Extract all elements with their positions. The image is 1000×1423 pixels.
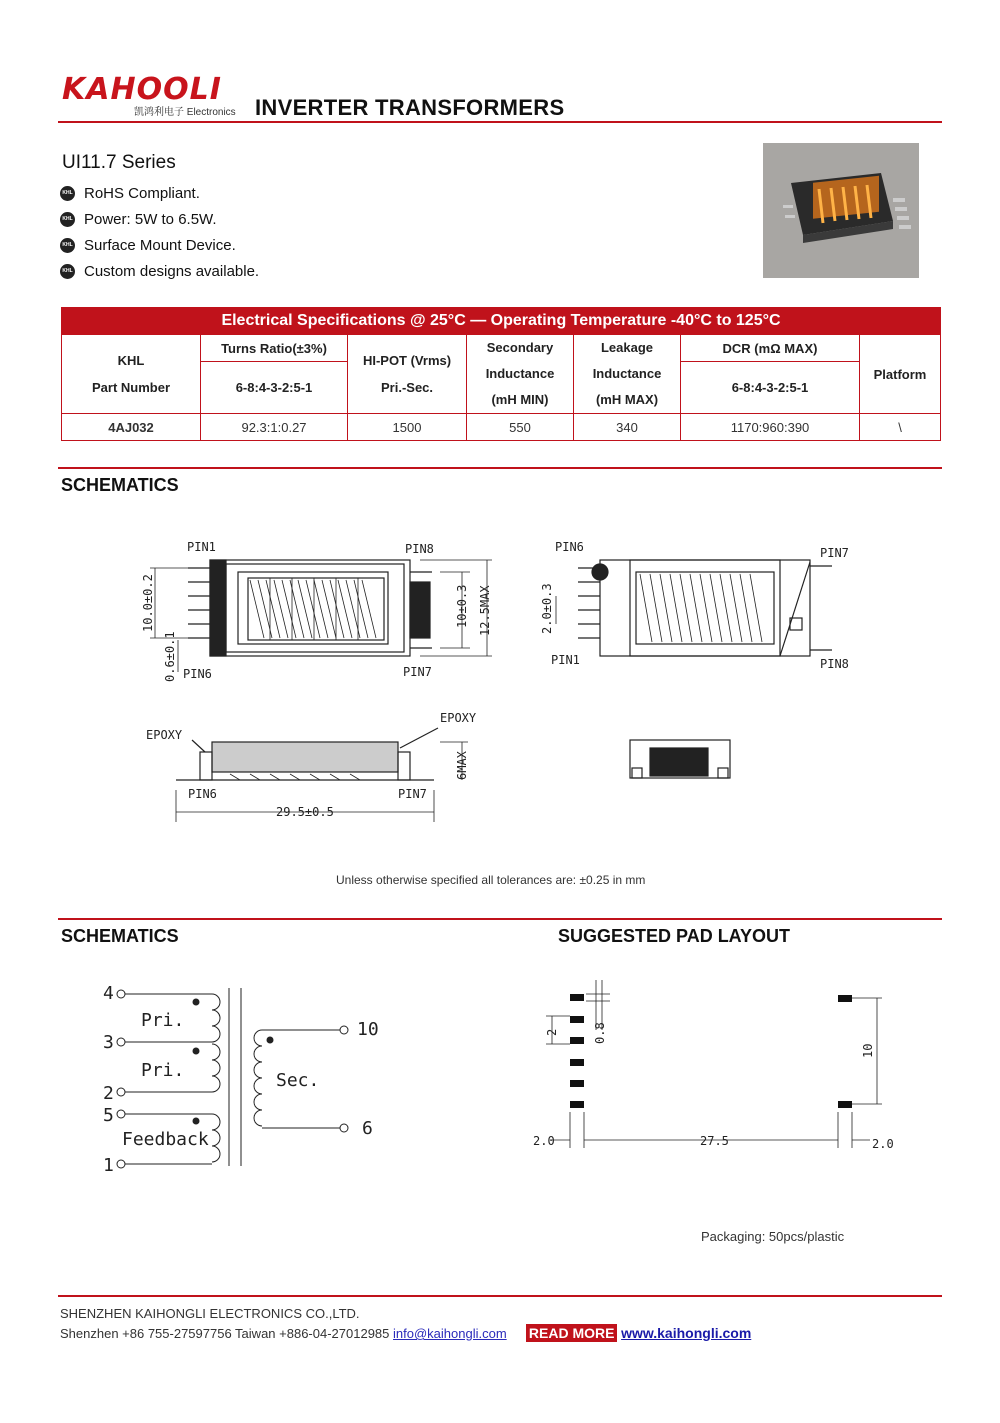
feature-text: Power: 5W to 6.5W. [84, 210, 217, 228]
header-hipot [348, 335, 467, 414]
brand-logo [62, 72, 236, 118]
circuit-schematic [90, 975, 410, 1185]
read-more-button[interactable]: READ MORE [526, 1324, 618, 1342]
feature-item [60, 180, 259, 206]
label-pin1-right: PIN1 [551, 653, 580, 667]
section-divider [58, 467, 942, 469]
feature-text: Custom designs available. [84, 262, 260, 280]
pad-layout-drawing [525, 970, 905, 1160]
logo-text: KAHOOLI [62, 72, 222, 107]
cell-turns-ratio: 92.3:1:0.27 [201, 414, 348, 441]
pad-dim-right: 2.0 [872, 1137, 894, 1151]
header-turns: Turns Ratio(±3%) [201, 335, 348, 362]
winding-feedback: Feedback [122, 1129, 209, 1150]
dim-length: 29.5±0.5 [276, 805, 334, 819]
schematics-heading-2: SCHEMATICS [61, 926, 179, 946]
pad-dim-left: 2.0 [533, 1134, 555, 1148]
winding-pri1: Pri. [141, 1010, 185, 1031]
product-photo [763, 143, 919, 278]
winding-sec: Sec. [276, 1070, 320, 1091]
feature-text: RoHS Compliant. [84, 184, 200, 202]
header-dcr-pins: 6-8:4-3-2:5-1 [681, 362, 860, 414]
label-pin1: PIN1 [187, 540, 216, 554]
section-divider [58, 918, 942, 920]
logo-subtitle: 凯鸿利电子 Electronics [134, 107, 236, 118]
cell-part-number: 4AJ032 [62, 414, 201, 441]
table-row [62, 414, 941, 441]
khl-bullet-icon: KHL [60, 186, 75, 201]
header-divider [58, 121, 942, 123]
pin-6: 6 [362, 1118, 373, 1139]
header-leakage-line2: Inductance [592, 366, 662, 381]
feature-item [60, 232, 259, 258]
cell-hipot: 1500 [348, 414, 467, 441]
pin-3: 3 [103, 1032, 114, 1053]
label-pin7-right: PIN7 [820, 546, 849, 560]
header-secondary [467, 335, 574, 414]
website-link[interactable]: www.kaihongli.com [621, 1325, 752, 1341]
header-hipot-line1: HI-POT (Vrms) [362, 353, 452, 368]
khl-bullet-icon: KHL [60, 238, 75, 253]
header-khl-line2: Part Number [91, 380, 171, 395]
label-pin8: PIN8 [405, 542, 434, 556]
mechanical-drawing [120, 530, 900, 830]
header-leakage-line3: (mH MAX) [595, 392, 659, 407]
label-pin7-side: PIN7 [398, 787, 427, 801]
cell-secondary: 550 [467, 414, 574, 441]
header-leakage [574, 335, 681, 414]
footer-contact: Shenzhen +86 755-27597756 Taiwan +886-04-27012985 [60, 1326, 390, 1341]
feature-text: Surface Mount Device. [84, 236, 236, 254]
pin-2: 2 [103, 1083, 114, 1104]
pad-dim-pitch: 2 [545, 1028, 559, 1036]
spec-table-title: Electrical Specifications @ 25°C — Operating Temperature -40°C to 125°C [62, 308, 941, 335]
dim-height: 6MAX [455, 751, 469, 780]
header-khl-line1: KHL [117, 353, 145, 368]
footer [60, 1306, 751, 1341]
schematics-heading: SCHEMATICS [61, 475, 179, 495]
feature-item [60, 258, 259, 284]
header-secondary-line1: Secondary [486, 340, 554, 355]
label-pin7: PIN7 [403, 665, 432, 679]
pad-layout-heading: SUGGESTED PAD LAYOUT [558, 926, 791, 946]
footer-company: SHENZHEN KAIHONGLI ELECTRONICS CO.,LTD. [60, 1306, 360, 1321]
khl-bullet-icon: KHL [60, 212, 75, 227]
page-title: INVERTER TRANSFORMERS [255, 95, 565, 120]
feature-list [60, 180, 259, 284]
label-pin6: PIN6 [183, 667, 212, 681]
header-hipot-line2: Pri.-Sec. [380, 380, 434, 395]
feature-item [60, 206, 259, 232]
pad-dim-span: 10 [861, 1043, 875, 1058]
pin-1: 1 [103, 1155, 114, 1176]
header-secondary-line2: Inductance [485, 366, 555, 381]
pad-dim-center: 27.5 [700, 1134, 729, 1148]
header-platform: Platform [860, 335, 941, 414]
header-dcr: DCR (mΩ MAX) [681, 335, 860, 362]
label-pin8-right: PIN8 [820, 657, 849, 671]
pin-10: 10 [357, 1019, 379, 1040]
label-pin6-right: PIN6 [555, 540, 584, 554]
cell-dcr: 1170:960:390 [681, 414, 860, 441]
khl-bullet-icon: KHL [60, 264, 75, 279]
label-epoxy-right: EPOXY [440, 711, 477, 725]
electrical-spec-table [61, 307, 941, 441]
dim-max-width: 12.5MAX [478, 585, 492, 636]
label-pin6-side: PIN6 [188, 787, 217, 801]
dim-pin-span: 10.0±0.2 [141, 574, 155, 632]
label-epoxy-left: EPOXY [146, 728, 183, 742]
pad-dim-width: 0.8 [593, 1022, 607, 1044]
pin-5: 5 [103, 1105, 114, 1126]
footer-email-link[interactable]: info@kaihongli.com [393, 1326, 507, 1341]
header-khl [62, 335, 201, 414]
packaging-note: Packaging: 50pcs/plastic [701, 1229, 845, 1244]
footer-divider [58, 1295, 942, 1297]
pin-4: 4 [103, 983, 114, 1004]
header-turns-pins: 6-8:4-3-2:5-1 [201, 362, 348, 414]
dim-width: 10±0.3 [455, 584, 469, 628]
tolerance-note: Unless otherwise specified all tolerances are: ±0.25 in mm [336, 873, 646, 887]
winding-pri2: Pri. [141, 1060, 185, 1081]
dim-pin-width: 0.6±0.1 [163, 631, 177, 682]
header-secondary-line3: (mH MIN) [491, 392, 549, 407]
header-leakage-line1: Leakage [600, 340, 654, 355]
series-title: UI11.7 Series [62, 152, 176, 173]
cell-leakage: 340 [574, 414, 681, 441]
dim-pitch: 2.0±0.3 [540, 583, 554, 634]
cell-platform: \ [860, 414, 941, 441]
